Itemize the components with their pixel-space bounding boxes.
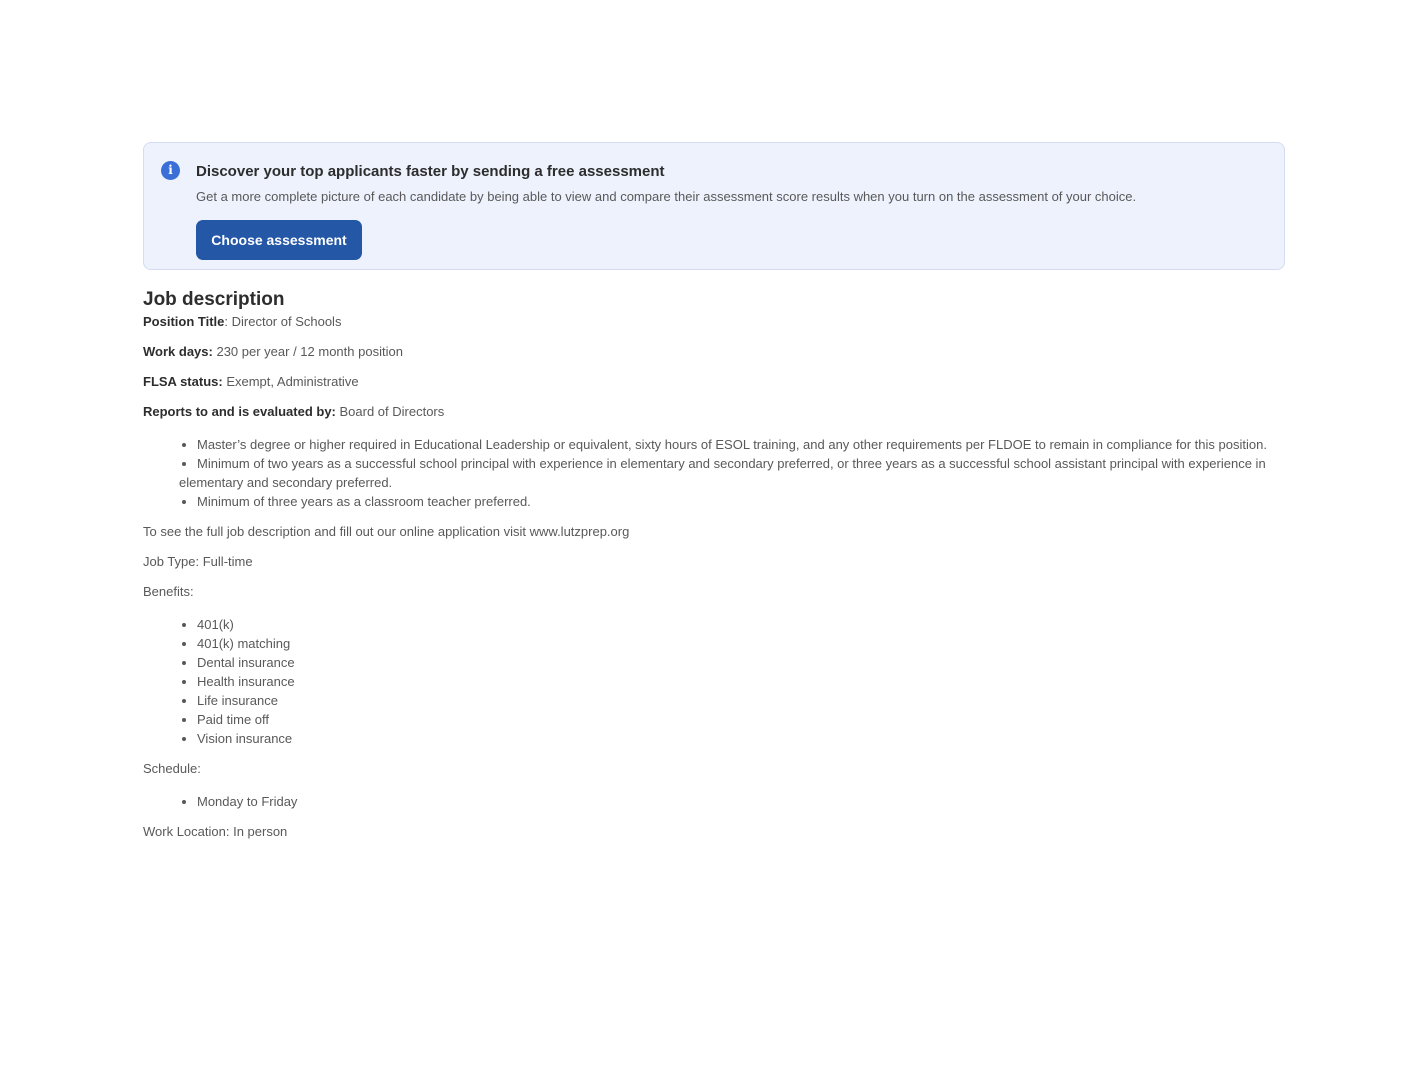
job-type: Job Type: Full-time bbox=[143, 554, 253, 569]
list-item: • Paid time off bbox=[197, 710, 1285, 729]
list-item: • Master’s degree or higher required in Educational Leadership or equivalent, sixty hours of ESOL training, and any other requirements per FLDOE to remain in compliance for this position. bbox=[197, 435, 1285, 454]
field-reports-to bbox=[143, 402, 1285, 421]
job-description-body bbox=[143, 312, 1285, 841]
field-value: Exempt, Administrative bbox=[226, 374, 359, 389]
application-note: To see the full job description and fill out our online application visit www.lutzprep.org bbox=[143, 524, 630, 539]
benefits-list bbox=[143, 615, 1285, 748]
field-separator: : bbox=[224, 314, 232, 329]
schedule-label: Schedule: bbox=[143, 761, 201, 776]
field-flsa-status bbox=[143, 372, 1285, 391]
field-value: 230 per year / 12 month position bbox=[216, 344, 403, 359]
field-label: Position Title bbox=[143, 314, 225, 329]
work-location: Work Location: In person bbox=[143, 824, 288, 839]
job-description-heading: Job description bbox=[143, 289, 285, 310]
field-work-days bbox=[143, 342, 1285, 361]
list-item: • 401(k) bbox=[197, 615, 1285, 634]
field-position-title bbox=[143, 312, 1285, 331]
list-item-line: elementary and secondary preferred. bbox=[179, 475, 393, 490]
assessment-banner bbox=[143, 142, 1285, 270]
field-label: Work days: bbox=[143, 344, 213, 359]
list-item: • Vision insurance bbox=[197, 729, 1285, 748]
banner-title: Discover your top applicants faster by sending a free assessment bbox=[196, 163, 665, 180]
banner-text: Get a more complete picture of each candidate by being able to view and compare their assessment score results when you turn on the assessment of your choice. bbox=[196, 189, 1137, 204]
benefits-label: Benefits: bbox=[143, 584, 194, 599]
list-item-line: Minimum of two years as a successful school principal with experience in elementary and secondary preferred, or three years as a successful school assistant principal with experience in bbox=[197, 456, 1266, 471]
field-value: Director of Schools bbox=[231, 314, 342, 329]
list-item: • Health insurance bbox=[197, 672, 1285, 691]
list-item: • 401(k) matching bbox=[197, 634, 1285, 653]
field-label: FLSA status: bbox=[143, 374, 223, 389]
schedule-list bbox=[143, 792, 1285, 811]
field-value: Board of Directors bbox=[339, 404, 445, 419]
list-item: • Life insurance bbox=[197, 691, 1285, 710]
requirements-list bbox=[143, 435, 1285, 511]
list-item: • Dental insurance bbox=[197, 653, 1285, 672]
field-label: Reports to and is evaluated by: bbox=[143, 404, 336, 419]
list-item bbox=[179, 454, 1285, 492]
list-item: • Minimum of three years as a classroom teacher preferred. bbox=[197, 492, 1285, 511]
choose-assessment-button[interactable]: Choose assessment bbox=[196, 220, 362, 260]
list-item: • Monday to Friday bbox=[197, 792, 1285, 811]
job-page bbox=[143, 142, 1285, 852]
info-icon: i bbox=[161, 161, 180, 180]
